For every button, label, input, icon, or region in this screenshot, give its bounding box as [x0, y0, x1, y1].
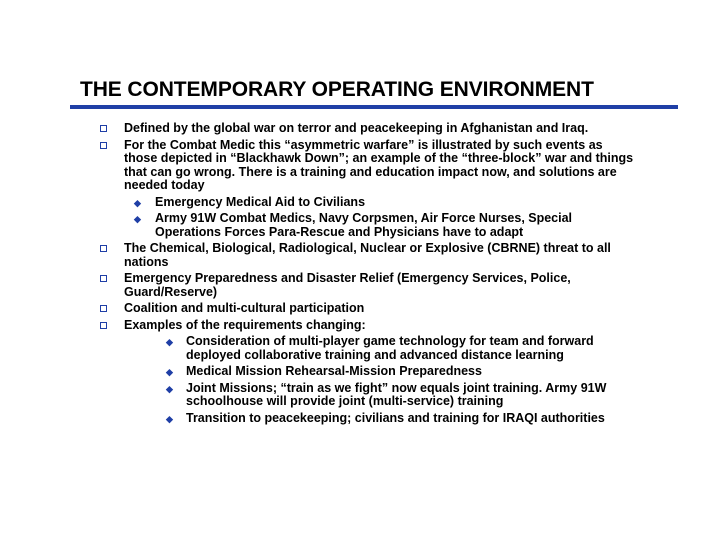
sub-bullet-text: Medical Mission Rehearsal-Mission Preparedness	[186, 364, 482, 378]
diamond-bullet-icon: ◆	[166, 413, 173, 424]
sub-bullet-text: Transition to peacekeeping; civilians and training for IRAQI authorities	[186, 410, 605, 425]
bullet-text: Emergency Preparedness and Disaster Relief (Emergency Services, Police, Guard/Reserve)	[124, 271, 571, 299]
sub-bullet-text: Consideration of multi-player game technology for team and forward deployed collaborative training and advanced distance learning	[186, 334, 594, 362]
bullet-text: Examples of the requirements changing:	[124, 317, 366, 332]
bullet-item	[98, 319, 638, 333]
square-bullet-icon	[100, 125, 107, 132]
sub-bullet-item	[98, 196, 638, 210]
bullet-item	[98, 122, 638, 136]
sub-bullet-item	[98, 212, 638, 239]
square-bullet-icon	[100, 142, 107, 149]
square-bullet-icon	[100, 322, 107, 329]
bullet-list	[98, 122, 638, 428]
title-underline	[70, 105, 678, 109]
sub-bullet-item	[98, 412, 638, 426]
bullet-text: Defined by the global war on terror and peacekeeping in Afghanistan and Iraq.	[124, 121, 589, 135]
diamond-bullet-icon: ◆	[166, 337, 173, 347]
square-bullet-icon	[100, 245, 107, 252]
diamond-bullet-icon: ◆	[166, 383, 173, 394]
sub-bullet-text: Army 91W Combat Medics, Navy Corpsmen, Air Force Nurses, Special Operations Forces Para-Rescue and Physicians have to adapt	[155, 211, 573, 239]
diamond-bullet-icon: ◆	[134, 197, 141, 208]
square-bullet-icon	[100, 305, 107, 312]
sub-bullet-item	[98, 335, 638, 362]
bullet-item	[98, 242, 638, 269]
sub-bullet-item	[98, 365, 638, 379]
bullet-text: Coalition and multi-cultural participation	[124, 301, 365, 315]
diamond-bullet-icon: ◆	[134, 214, 141, 224]
slide-title: THE CONTEMPORARY OPERATING ENVIRONMENT	[80, 78, 594, 101]
sub-bullet-text: Emergency Medical Aid to Civilians	[155, 194, 366, 209]
diamond-bullet-icon: ◆	[166, 367, 173, 377]
sub-bullet-text: Joint Missions; “train as we fight” now equals joint training. Army 91W schoolhouse will provide joint (multi-service) training	[186, 380, 607, 408]
bullet-item	[98, 302, 638, 316]
bullet-text: For the Combat Medic this “asymmetric warfare” is illustrated by such events as those depicted in “Blackhawk Down”; an example of the “three-block” war and things that can go wrong. There is a training and education impact now, and solutions are needed today	[124, 137, 634, 192]
bullet-item	[98, 139, 638, 193]
bullet-item	[98, 272, 638, 299]
square-bullet-icon	[100, 275, 107, 282]
bullet-text: The Chemical, Biological, Radiological, Nuclear or Explosive (CBRNE) threat to all nations	[124, 241, 611, 269]
sub-bullet-item	[98, 382, 638, 409]
